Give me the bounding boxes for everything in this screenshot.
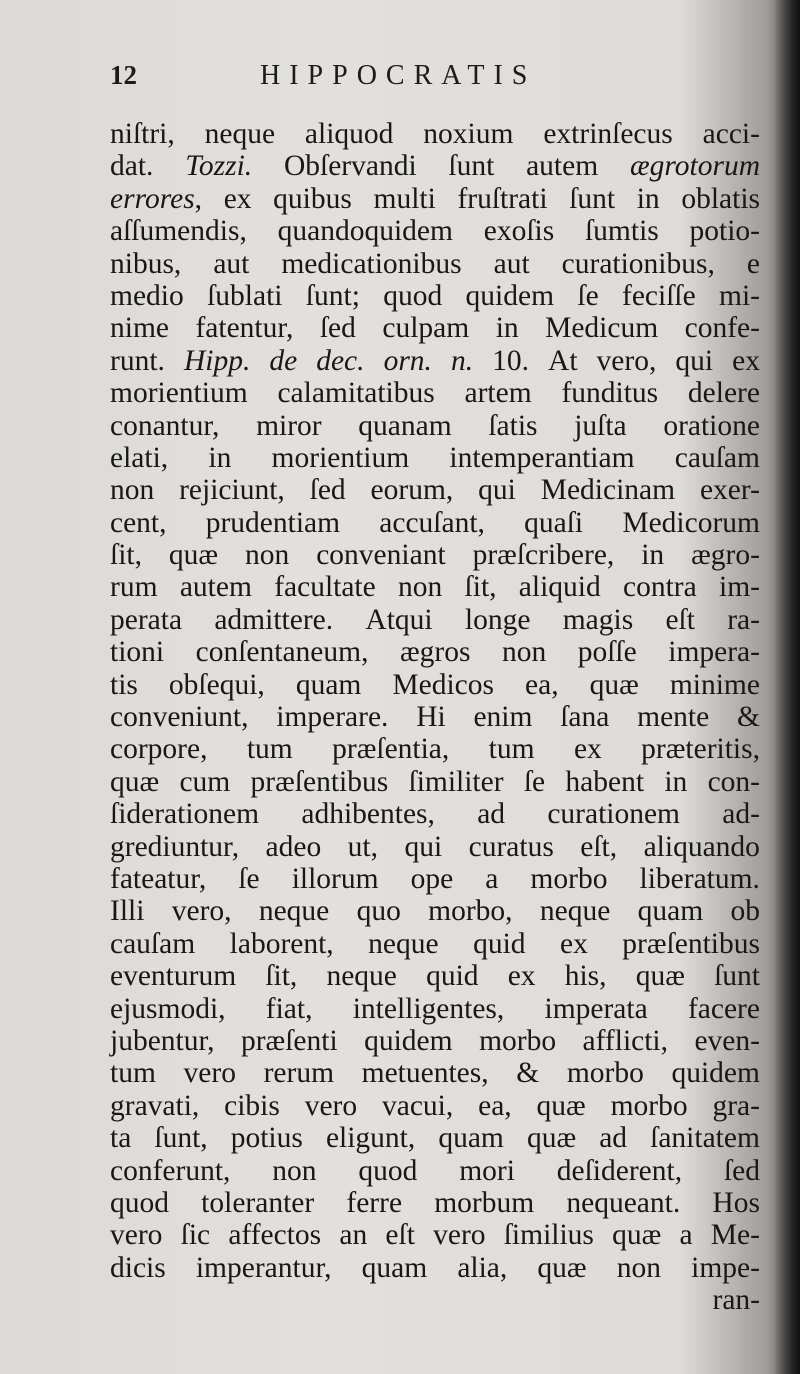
word: ex — [223, 182, 252, 215]
word: non — [272, 1154, 317, 1187]
word: autem — [526, 150, 599, 183]
word: nime — [110, 312, 169, 345]
word: Hi — [416, 701, 446, 734]
word: quidem — [364, 1024, 453, 1057]
word: non — [616, 1251, 661, 1284]
word: potius — [230, 1122, 303, 1155]
word: liberatum. — [639, 862, 760, 895]
word: quanam — [358, 409, 452, 442]
word: Medicos — [392, 668, 494, 701]
text-line — [110, 1187, 760, 1219]
word: ſunt; — [305, 279, 360, 312]
word: niſtri, — [110, 118, 175, 150]
word: neque — [326, 960, 397, 993]
word: ſunt, — [154, 1122, 208, 1155]
word: funditus — [561, 377, 659, 410]
word: quidem — [671, 1057, 760, 1090]
text-line — [110, 539, 760, 571]
word: ſe — [523, 765, 546, 798]
word: quæ — [526, 1122, 577, 1155]
word: poſſe — [577, 636, 637, 669]
word: eſt — [385, 1219, 415, 1252]
word: culpam — [382, 312, 470, 345]
text-line — [110, 993, 760, 1025]
page-number: 12 — [110, 60, 137, 90]
word: mente — [637, 701, 710, 734]
word: adhibentes, — [301, 798, 435, 831]
word: an — [339, 1219, 368, 1252]
word: neque — [368, 927, 439, 960]
word: adeo — [265, 830, 322, 863]
word: eſt, — [580, 830, 618, 863]
text-line — [110, 410, 760, 442]
word: delere — [687, 377, 760, 410]
text-line — [110, 571, 760, 603]
word: quid — [473, 927, 526, 960]
text-line — [110, 669, 760, 701]
word: quod — [383, 279, 443, 312]
word: ſimiliter — [408, 765, 504, 798]
word: ſumtis — [584, 215, 659, 248]
text-line — [110, 118, 760, 150]
word: præſentia, — [332, 733, 450, 766]
word: quam — [637, 895, 704, 928]
word: ta — [110, 1122, 132, 1155]
word: morbo, — [428, 895, 513, 928]
word: imperantur, — [195, 1251, 332, 1284]
word: vacui, — [382, 1089, 454, 1122]
text-line — [110, 1252, 760, 1284]
word: & — [516, 1057, 540, 1090]
word: longe — [464, 603, 531, 636]
word: medicationibus — [281, 247, 462, 280]
text-line — [110, 150, 760, 182]
word: ſe — [238, 862, 260, 895]
word: im- — [719, 571, 760, 604]
word: ſit, — [110, 539, 142, 572]
word: aſſumendis, — [110, 215, 247, 248]
word: ſatis — [488, 409, 538, 442]
word: mori — [459, 1154, 515, 1187]
word: eorum, — [370, 474, 454, 507]
word: ea, — [525, 668, 559, 701]
word: acci- — [702, 118, 760, 150]
italic-text: n. — [450, 344, 474, 377]
word: qui — [675, 344, 714, 377]
word: eventurum — [110, 960, 237, 993]
word: ejusmodi, — [110, 992, 226, 1025]
text-line — [110, 831, 760, 863]
word: a — [485, 862, 499, 895]
word: quæ — [168, 539, 219, 572]
word: in — [495, 312, 519, 345]
word: vero, — [171, 895, 232, 928]
running-head: HIPPOCRATIS — [260, 60, 537, 91]
word: autem — [179, 571, 252, 604]
word: aliquod — [304, 118, 394, 150]
word: præſcribere, — [472, 539, 615, 572]
word: fruſtrati — [457, 182, 548, 215]
word: non — [245, 539, 290, 572]
word: eligunt, — [325, 1122, 416, 1155]
word: quæ — [635, 960, 685, 993]
word: neque — [204, 118, 276, 150]
word: facultate — [274, 571, 376, 604]
word: curationibus, — [561, 247, 715, 280]
word: Medicum — [545, 312, 659, 345]
body-text — [110, 118, 760, 1316]
word: runt. — [110, 344, 165, 377]
word: rejiciunt, — [179, 474, 285, 507]
word: Medicorum — [622, 506, 760, 539]
word: laborent, — [229, 927, 334, 960]
text-line — [110, 604, 760, 636]
word: cum — [179, 765, 231, 798]
word: feciſſe — [622, 279, 696, 312]
word: facere — [687, 992, 760, 1025]
word: multi — [373, 182, 436, 215]
text-line — [110, 733, 760, 765]
word: Atqui — [365, 603, 433, 636]
word: conantur, — [110, 409, 220, 442]
word: Me- — [710, 1219, 760, 1252]
word: alia, — [457, 1251, 508, 1284]
catchword: ran- — [712, 1284, 760, 1317]
word: gravati, — [110, 1089, 200, 1122]
text-line — [110, 960, 760, 992]
word: quod — [358, 1154, 418, 1187]
italic-text: Tozzi. — [185, 150, 253, 183]
word: Hos — [712, 1186, 760, 1219]
word: quam — [438, 1122, 504, 1155]
word: conveniant — [316, 539, 446, 572]
word: ægros — [399, 636, 471, 669]
word: conferunt, — [110, 1154, 231, 1187]
word: vero — [433, 1219, 486, 1252]
word: ſunt — [714, 960, 760, 993]
word: impe- — [691, 1251, 760, 1284]
word: in — [636, 182, 660, 215]
word: quid — [426, 960, 479, 993]
word: vero — [304, 1089, 358, 1122]
word: vero — [183, 1057, 236, 1090]
page-header — [110, 60, 760, 100]
word: accuſant, — [379, 506, 485, 539]
text-line — [110, 280, 760, 312]
text-line — [110, 377, 760, 409]
word: intemperantiam — [449, 441, 635, 474]
word: miror — [256, 409, 322, 442]
text-line — [110, 442, 760, 474]
word: ad — [599, 1122, 628, 1155]
word: medio — [110, 279, 184, 312]
page-edge-shadow — [774, 0, 800, 1374]
word: gra- — [712, 1089, 760, 1122]
word: obſequi, — [168, 668, 265, 701]
word — [451, 345, 473, 377]
word: morientium — [110, 377, 248, 410]
word: errores, — [110, 182, 203, 215]
word: fiat, — [265, 992, 313, 1025]
word: tioni — [110, 636, 165, 669]
word: conveniunt, — [110, 701, 249, 734]
word: ſe — [577, 279, 599, 312]
word: quæ — [612, 1219, 662, 1252]
word: morbo — [566, 1057, 644, 1090]
word: toleranter — [201, 1186, 315, 1219]
text-line — [110, 895, 760, 927]
word: eſt — [665, 603, 695, 636]
word: grediuntur, — [110, 830, 240, 863]
word: non — [110, 474, 155, 507]
word: neque — [258, 895, 330, 928]
italic-text: ægrotorum — [629, 150, 760, 183]
word: ſit, — [464, 571, 497, 604]
word: præſenti — [240, 1024, 338, 1057]
text-line — [110, 1219, 760, 1251]
word: aliquid — [518, 571, 601, 604]
word — [185, 150, 252, 182]
word — [630, 150, 760, 182]
word: aut — [493, 247, 530, 280]
word: his, — [564, 960, 607, 993]
word: conſentaneum, — [195, 636, 369, 669]
word: cibis — [224, 1089, 280, 1122]
text-line — [110, 701, 760, 733]
word: noxium — [423, 118, 514, 150]
word: ſublati — [207, 279, 283, 312]
word: tum — [488, 733, 535, 766]
word: dicis — [110, 1251, 166, 1284]
word: morbo — [610, 1089, 688, 1122]
word: ſiderationem — [110, 798, 260, 831]
word: juſta — [574, 409, 627, 442]
word: cauſam — [110, 927, 196, 960]
word: cauſam — [674, 441, 760, 474]
word: even- — [694, 1024, 760, 1057]
word: elati, — [110, 441, 169, 474]
word: prudentiam — [205, 506, 341, 539]
text-line — [110, 1122, 760, 1154]
word: morbo — [530, 862, 608, 895]
word: magis — [562, 603, 634, 636]
word: ob — [730, 895, 760, 928]
word: ſit, — [265, 960, 298, 993]
word: quæ — [537, 1251, 587, 1284]
word: ſunt — [569, 182, 616, 215]
word: ex — [573, 733, 602, 766]
word: imperata — [544, 992, 648, 1025]
word: oratione — [663, 409, 760, 442]
word: rerum — [263, 1057, 335, 1090]
word: ex — [732, 344, 760, 377]
word: quam — [361, 1251, 428, 1284]
word: metuentes, — [361, 1057, 489, 1090]
word: morbum — [434, 1186, 535, 1219]
text-line — [110, 215, 760, 247]
text-line — [110, 798, 760, 830]
word: exer- — [699, 474, 760, 507]
word: in — [641, 539, 665, 572]
word: ſed — [319, 312, 356, 345]
word: a — [679, 1219, 693, 1252]
text-line — [110, 312, 760, 344]
word: fatentur, — [195, 312, 294, 345]
word: aut — [213, 247, 250, 280]
word: qui — [404, 830, 443, 863]
word: quandoquidem — [277, 215, 453, 248]
word: in — [664, 765, 688, 798]
text-line — [110, 863, 760, 895]
text-line — [110, 248, 760, 280]
word: præſentibus — [622, 927, 760, 960]
word: præſentibus — [250, 765, 389, 798]
word — [316, 345, 364, 377]
word: ad — [477, 798, 506, 831]
word: præteritis, — [641, 733, 760, 766]
word: ope — [410, 862, 454, 895]
word: confe- — [684, 312, 760, 345]
word: exoſis — [483, 215, 555, 248]
word: curatus — [468, 830, 554, 863]
word: ferre — [346, 1186, 403, 1219]
word: ſanitatem — [650, 1122, 760, 1155]
catchword-line — [110, 1284, 760, 1316]
word: nequeant. — [566, 1186, 681, 1219]
word: minime — [669, 668, 760, 701]
word: quod — [110, 1186, 169, 1219]
text-line — [110, 1025, 760, 1057]
word: habent — [565, 765, 645, 798]
word: afflicti, — [582, 1024, 669, 1057]
text-line — [110, 766, 760, 798]
word: intelligentes, — [352, 992, 505, 1025]
word: & — [737, 701, 760, 734]
word: potio- — [689, 215, 760, 248]
text-line — [110, 474, 760, 506]
word: con- — [707, 765, 760, 798]
italic-text: de — [269, 344, 298, 377]
word: admittere. — [214, 603, 334, 636]
word: imperare. — [276, 701, 389, 734]
word: morbo — [479, 1024, 557, 1057]
word — [384, 345, 432, 377]
word: ra- — [727, 603, 760, 636]
word: Illi — [110, 895, 145, 928]
text-line — [110, 1155, 760, 1187]
word: ſana — [560, 701, 610, 734]
word: ad- — [722, 798, 760, 831]
word: jubentur, — [110, 1024, 215, 1057]
word: morientium — [271, 441, 410, 474]
word — [269, 345, 297, 377]
word: e — [746, 247, 760, 280]
word: perata — [110, 603, 183, 636]
word: ex — [507, 960, 536, 993]
word: ſed — [723, 1154, 760, 1187]
word: contra — [623, 571, 697, 604]
word: affectos — [228, 1219, 322, 1252]
word: dat. — [110, 150, 154, 183]
word: non — [398, 571, 443, 604]
word: vero, — [596, 344, 657, 377]
word: ut, — [347, 830, 378, 863]
word: Obſervandi — [283, 150, 417, 183]
word: illorum — [291, 862, 379, 895]
italic-text: Hipp. — [183, 344, 251, 377]
word: ſunt — [448, 150, 495, 183]
word: ex — [559, 927, 588, 960]
word: ſic — [180, 1219, 211, 1252]
word: 10. — [492, 344, 529, 377]
word: quo — [356, 895, 401, 928]
italic-text: errores — [110, 182, 195, 215]
word: tis — [110, 668, 138, 701]
word: extrinſecus — [543, 118, 673, 150]
word: calamitatibus — [277, 377, 435, 410]
text-line — [110, 928, 760, 960]
word: neque — [539, 895, 611, 928]
word: oblatis — [681, 182, 760, 215]
word: quæ — [536, 1089, 586, 1122]
word: impera- — [668, 636, 760, 669]
word: non — [501, 636, 547, 669]
word: quam — [295, 668, 362, 701]
word: ſimilius — [503, 1219, 594, 1252]
italic-text: orn. — [383, 344, 432, 377]
word: curationem — [547, 798, 681, 831]
word: tum — [110, 1057, 156, 1090]
word: deſiderent, — [556, 1154, 683, 1187]
word: quæ — [589, 668, 639, 701]
word: ea, — [478, 1089, 512, 1122]
word — [184, 345, 250, 377]
word: in — [208, 441, 232, 474]
word: quæ — [110, 765, 160, 798]
word: corpore, — [110, 733, 208, 766]
word: vero — [110, 1219, 163, 1252]
word: Medicinam — [540, 474, 676, 507]
word: quidem — [465, 279, 555, 312]
word: ſed — [309, 474, 346, 507]
word: tum — [246, 733, 293, 766]
word: quaſi — [524, 506, 584, 539]
italic-text: dec. — [316, 344, 365, 377]
text-line — [110, 345, 760, 377]
text-line — [110, 636, 760, 668]
word: qui — [478, 474, 516, 507]
text-line — [110, 1057, 760, 1089]
text-line — [110, 183, 760, 215]
word: rum — [110, 571, 158, 604]
word: aliquando — [643, 830, 760, 863]
word: quibus — [273, 182, 352, 215]
word: fateatur, — [110, 862, 207, 895]
word: mi- — [719, 279, 760, 312]
word: enim — [473, 701, 533, 734]
text-line — [110, 507, 760, 539]
word: artem — [464, 377, 532, 410]
text-line — [110, 1090, 760, 1122]
word: At — [548, 344, 578, 377]
word: ægro- — [691, 539, 760, 572]
word: cent, — [110, 506, 167, 539]
word: nibus, — [110, 247, 182, 280]
